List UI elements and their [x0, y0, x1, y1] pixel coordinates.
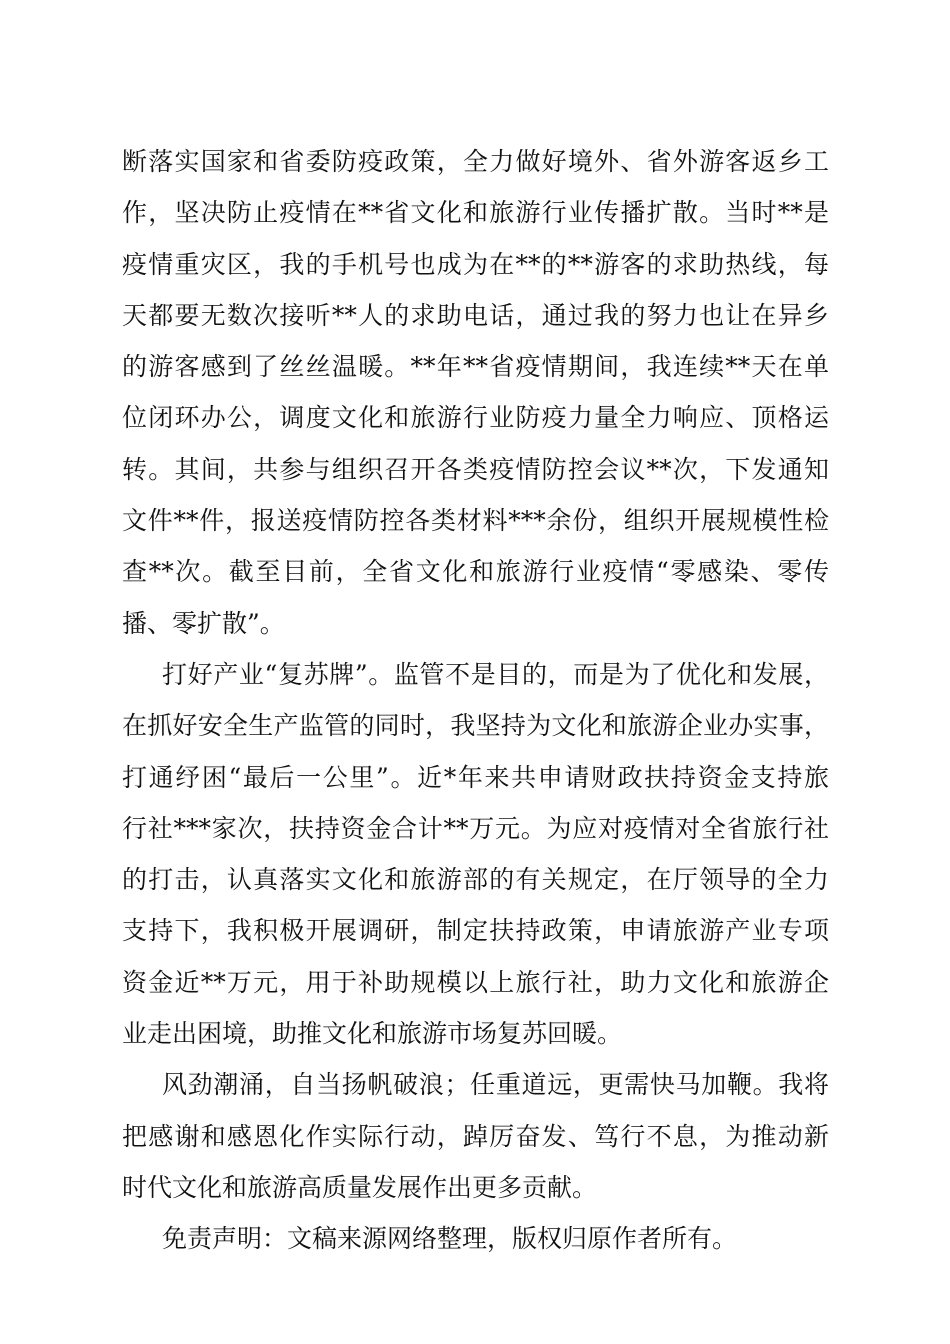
text-line: 打好产业“复苏牌”。监管不是目的，而是为了优化和发展， [162, 659, 829, 689]
text-line: 的打击，认真落实文化和旅游部的有关规定，在厅领导的全力 [122, 865, 829, 895]
text-line: 在抓好安全生产监管的同时，我坚持为文化和旅游企业办实事， [122, 711, 829, 741]
text-line: 位闭环办公，调度文化和旅游行业防疫力量全力响应、顶格运 [122, 403, 829, 433]
text-line: 疫情重灾区，我的手机号也成为在**的**游客的求助热线，每 [122, 249, 829, 279]
paragraph [122, 656, 829, 1066]
text-line: 资金近**万元，用于补助规模以上旅行社，助力文化和旅游企 [122, 967, 829, 997]
text-line: 文件**件，报送疫情防控各类材料***余份，组织开展规模性检 [122, 506, 829, 536]
document-page [122, 143, 829, 1272]
paragraph [122, 1220, 829, 1271]
text-line: 免责声明：文稿来源网络整理，版权归原作者所有。 [162, 1224, 738, 1254]
text-line: 播、零扩散”。 [122, 608, 285, 638]
text-line: 天都要无数次接听**人的求助电话，通过我的努力也让在异乡 [122, 300, 829, 330]
text-line: 把感谢和感恩化作实际行动，踔厉奋发、笃行不息，为推动新 [122, 1121, 829, 1151]
text-line: 打通纾困“最后一公里”。近*年来共申请财政扶持资金支持旅 [122, 762, 829, 792]
paragraph [122, 143, 829, 656]
text-line: 作，坚决防止疫情在**省文化和旅游行业传播扩散。当时**是 [122, 198, 829, 228]
text-line: 转。其间，共参与组织召开各类疫情防控会议**次，下发通知 [122, 454, 829, 484]
paragraph [122, 1066, 829, 1220]
text-line: 时代文化和旅游高质量发展作出更多贡献。 [122, 1172, 598, 1202]
text-line: 行社***家次，扶持资金合计**万元。为应对疫情对全省旅行社 [122, 813, 829, 843]
text-line: 查**次。截至目前，全省文化和旅游行业疫情“零感染、零传 [122, 557, 829, 587]
text-line: 业走出困境，助推文化和旅游市场复苏回暖。 [122, 1019, 623, 1049]
text-line: 断落实国家和省委防疫政策，全力做好境外、省外游客返乡工 [122, 147, 829, 176]
text-line: 风劲潮涌，自当扬帆破浪；任重道远，更需快马加鞭。我将 [162, 1070, 829, 1100]
text-line: 支持下，我积极开展调研，制定扶持政策，申请旅游产业专项 [122, 916, 829, 946]
text-line: 的游客感到了丝丝温暖。**年**省疫情期间，我连续**天在单 [122, 352, 829, 382]
